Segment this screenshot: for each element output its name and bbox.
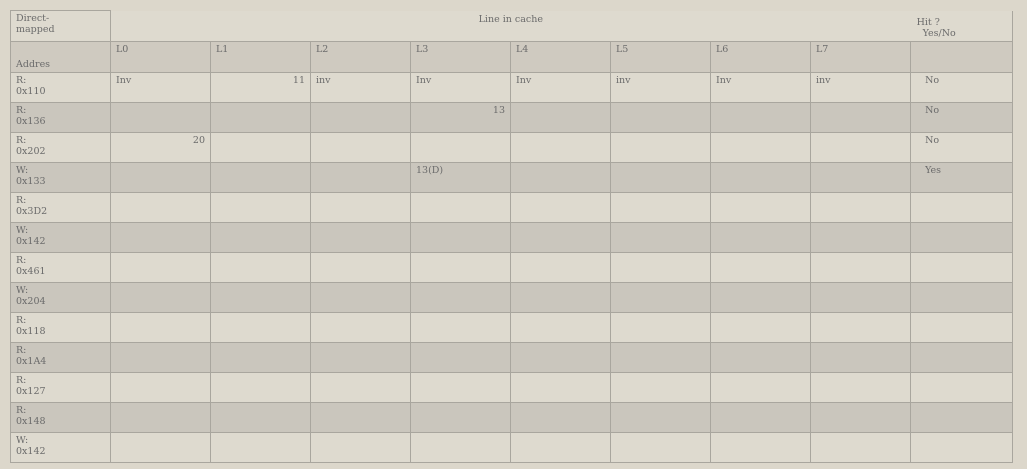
cache-line-cell-L0[interactable] [111, 282, 211, 312]
cache-line-cell-L7[interactable] [811, 342, 911, 372]
access-address-cell [11, 312, 111, 342]
access-op: W: [16, 284, 29, 296]
cache-line-value: 20 [192, 134, 205, 146]
cache-line-cell-L4[interactable] [511, 252, 611, 282]
cache-line-cell-L7[interactable] [811, 132, 911, 162]
col-header-L1: L1 [211, 41, 311, 72]
line-in-cache-label: Line in cache [478, 13, 543, 25]
hit-cell[interactable] [911, 432, 1013, 462]
access-op: W: [16, 164, 29, 176]
cache-line-cell-L4[interactable] [511, 432, 611, 462]
cache-line-cell-L5[interactable] [611, 102, 711, 132]
access-address: 0x133 [16, 175, 46, 187]
cache-line-cell-L2[interactable] [311, 282, 411, 312]
access-address-cell [11, 282, 111, 312]
cache-line-cell-L2[interactable] [311, 132, 411, 162]
hit-value: No [925, 74, 940, 86]
cache-line-cell-L0[interactable] [111, 222, 211, 252]
cache-line-cell-L7[interactable] [811, 312, 911, 342]
cache-line-cell-L2[interactable] [311, 342, 411, 372]
address-header [11, 41, 111, 72]
cache-line-cell-L2[interactable] [311, 372, 411, 402]
cache-line-cell-L3[interactable] [411, 252, 511, 282]
cache-line-cell-L6[interactable] [711, 372, 811, 402]
cache-line-cell-L0[interactable] [111, 132, 211, 162]
cache-line-value: inv [316, 74, 331, 86]
table-row [11, 432, 1013, 462]
cache-line-cell-L6[interactable] [711, 252, 811, 282]
access-address-cell [11, 252, 111, 282]
hit-cell[interactable] [911, 312, 1013, 342]
access-address: 0x136 [16, 115, 46, 127]
cache-line-cell-L3[interactable] [411, 312, 511, 342]
cache-line-cell-L3[interactable] [411, 102, 511, 132]
cache-line-cell-L3[interactable] [411, 72, 511, 102]
cache-line-cell-L6[interactable] [711, 72, 811, 102]
access-address-cell [11, 162, 111, 192]
access-address: 0x127 [16, 385, 46, 397]
cache-line-cell-L4[interactable] [511, 402, 611, 432]
cache-line-cell-L2[interactable] [311, 222, 411, 252]
cache-line-cell-L2[interactable] [311, 402, 411, 432]
hit-cell[interactable] [911, 282, 1013, 312]
cache-line-cell-L0[interactable] [111, 372, 211, 402]
cache-line-cell-L4[interactable] [511, 222, 611, 252]
cache-line-cell-L1[interactable] [211, 72, 311, 102]
cache-line-cell-L6[interactable] [711, 102, 811, 132]
access-address: 0x142 [16, 445, 46, 457]
header-row-columns [11, 41, 1013, 72]
access-address: 0x461 [16, 265, 46, 277]
cache-line-value: inv [616, 74, 631, 86]
col-header-L4: L4 [511, 41, 611, 72]
table-row [11, 342, 1013, 372]
cache-line-cell-L1[interactable] [211, 222, 311, 252]
hit-value: Yes [925, 164, 942, 176]
cache-line-cell-L7[interactable] [811, 162, 911, 192]
cache-line-cell-L4[interactable] [511, 282, 611, 312]
cache-line-cell-L7[interactable] [811, 282, 911, 312]
access-address-cell [11, 372, 111, 402]
cache-line-cell-L3[interactable] [411, 372, 511, 402]
cache-line-cell-L0[interactable] [111, 192, 211, 222]
access-address-cell [11, 402, 111, 432]
hit-cell[interactable] [911, 372, 1013, 402]
cache-line-cell-L3[interactable] [411, 132, 511, 162]
cache-line-value: Inv [716, 74, 732, 86]
hit-cell[interactable] [911, 72, 1013, 102]
cache-line-cell-L5[interactable] [611, 372, 711, 402]
cache-line-cell-L6[interactable] [711, 222, 811, 252]
cache-line-cell-L1[interactable] [211, 372, 311, 402]
hit-cell[interactable] [911, 162, 1013, 192]
cache-worksheet [10, 10, 1012, 461]
cache-line-cell-L5[interactable] [611, 162, 711, 192]
cache-line-cell-L0[interactable] [111, 252, 211, 282]
cache-line-cell-L1[interactable] [211, 432, 311, 462]
access-address-cell [11, 192, 111, 222]
hit-cell[interactable] [911, 402, 1013, 432]
cache-line-cell-L5[interactable] [611, 402, 711, 432]
cache-line-cell-L7[interactable] [811, 252, 911, 282]
cache-line-cell-L7[interactable] [811, 222, 911, 252]
cache-line-cell-L5[interactable] [611, 342, 711, 372]
hit-cell[interactable] [911, 132, 1013, 162]
access-address: 0x1A4 [16, 355, 47, 367]
table-row [11, 312, 1013, 342]
hit-cell[interactable] [911, 342, 1013, 372]
cache-line-cell-L4[interactable] [511, 162, 611, 192]
cache-line-cell-L3[interactable] [411, 222, 511, 252]
cache-line-cell-L2[interactable] [311, 162, 411, 192]
access-address: 0x142 [16, 235, 46, 247]
table-row [11, 132, 1013, 162]
cache-line-cell-L4[interactable] [511, 72, 611, 102]
cache-line-cell-L3[interactable] [411, 192, 511, 222]
access-address: 0x202 [16, 145, 46, 157]
col-header-L3: L3 [411, 41, 511, 72]
cache-line-cell-L1[interactable] [211, 402, 311, 432]
cache-line-cell-L7[interactable] [811, 72, 911, 102]
cache-line-cell-L4[interactable] [511, 372, 611, 402]
cache-line-cell-L7[interactable] [811, 102, 911, 132]
cache-line-cell-L4[interactable] [511, 102, 611, 132]
access-address-cell [11, 102, 111, 132]
access-op: R: [16, 254, 27, 266]
cache-line-cell-L1[interactable] [211, 192, 311, 222]
access-address-cell [11, 72, 111, 102]
access-op: W: [16, 434, 29, 446]
cache-line-cell-L5[interactable] [611, 432, 711, 462]
cache-line-cell-L4[interactable] [511, 342, 611, 372]
mapping-type-header [11, 11, 111, 42]
cache-line-cell-L5[interactable] [611, 252, 711, 282]
table-row [11, 102, 1013, 132]
cache-line-cell-L7[interactable] [811, 372, 911, 402]
access-op: R: [16, 344, 27, 356]
access-address-cell [11, 432, 111, 462]
cache-line-cell-L4[interactable] [511, 132, 611, 162]
cache-line-cell-L6[interactable] [711, 162, 811, 192]
cache-line-cell-L1[interactable] [211, 312, 311, 342]
cache-line-cell-L2[interactable] [311, 102, 411, 132]
col-header-L6: L6 [711, 41, 811, 72]
cache-line-cell-L0[interactable] [111, 402, 211, 432]
cache-line-cell-L0[interactable] [111, 162, 211, 192]
access-address-cell [11, 222, 111, 252]
cache-line-cell-L1[interactable] [211, 342, 311, 372]
cache-line-cell-L3[interactable] [411, 282, 511, 312]
cache-line-cell-L1[interactable] [211, 282, 311, 312]
cache-line-cell-L7[interactable] [811, 402, 911, 432]
cache-line-cell-L6[interactable] [711, 432, 811, 462]
table-row [11, 192, 1013, 222]
table-row [11, 162, 1013, 192]
mapping-type-line1: Direct- [16, 13, 50, 24]
address-label: Addres [16, 58, 51, 70]
col-header-L2: L2 [311, 41, 411, 72]
cache-line-cell-L5[interactable] [611, 72, 711, 102]
access-address: 0x148 [16, 415, 46, 427]
table-row [11, 402, 1013, 432]
cache-line-value: Inv [516, 74, 532, 86]
cache-line-cell-L1[interactable] [211, 252, 311, 282]
cache-table [10, 10, 1013, 463]
cache-line-value: Inv [416, 74, 432, 86]
header-row-top [11, 11, 1013, 42]
hit-cell[interactable] [911, 222, 1013, 252]
mapping-type-line2: mapped [16, 24, 55, 35]
cache-line-cell-L6[interactable] [711, 282, 811, 312]
cache-line-cell-L0[interactable] [111, 72, 211, 102]
table-row [11, 252, 1013, 282]
col-header-L5: L5 [611, 41, 711, 72]
col-header-L7: L7 [811, 41, 911, 72]
access-op: R: [16, 314, 27, 326]
access-op: R: [16, 74, 27, 86]
access-op: R: [16, 104, 27, 116]
hit-label-line1: Hit ? [916, 16, 940, 28]
cache-line-cell-L3[interactable] [411, 162, 511, 192]
line-in-cache-header [111, 11, 911, 42]
col-header-hit [911, 41, 1013, 72]
cache-line-value: inv [816, 74, 831, 86]
access-op: R: [16, 194, 27, 206]
cache-line-cell-L2[interactable] [311, 432, 411, 462]
hit-cell[interactable] [911, 252, 1013, 282]
cache-line-cell-L6[interactable] [711, 402, 811, 432]
cache-line-cell-L2[interactable] [311, 192, 411, 222]
table-row [11, 72, 1013, 102]
access-address-cell [11, 132, 111, 162]
col-header-L0: L0 [111, 41, 211, 72]
access-op: R: [16, 134, 27, 146]
cache-line-cell-L6[interactable] [711, 192, 811, 222]
cache-line-cell-L7[interactable] [811, 432, 911, 462]
access-op: R: [16, 404, 27, 416]
access-op: W: [16, 224, 29, 236]
cache-line-cell-L1[interactable] [211, 132, 311, 162]
table-row [11, 222, 1013, 252]
access-address-cell [11, 342, 111, 372]
cache-line-cell-L6[interactable] [711, 312, 811, 342]
hit-value: No [925, 104, 940, 116]
cache-line-cell-L3[interactable] [411, 342, 511, 372]
hit-label-line2: Yes/No [922, 27, 956, 39]
cache-line-cell-L3[interactable] [411, 432, 511, 462]
hit-header [911, 11, 1013, 42]
cache-line-value: 13(D) [416, 164, 444, 176]
cache-line-cell-L4[interactable] [511, 312, 611, 342]
access-address: 0x110 [16, 85, 46, 97]
cache-line-cell-L1[interactable] [211, 102, 311, 132]
cache-line-cell-L2[interactable] [311, 72, 411, 102]
access-address: 0x204 [16, 295, 46, 307]
access-op: R: [16, 374, 27, 386]
cache-line-cell-L0[interactable] [111, 342, 211, 372]
cache-line-cell-L5[interactable] [611, 312, 711, 342]
cache-line-cell-L5[interactable] [611, 192, 711, 222]
cache-line-cell-L2[interactable] [311, 252, 411, 282]
hit-value: No [925, 134, 940, 146]
hit-cell[interactable] [911, 102, 1013, 132]
cache-line-cell-L0[interactable] [111, 102, 211, 132]
cache-line-cell-L7[interactable] [811, 192, 911, 222]
cache-line-cell-L0[interactable] [111, 312, 211, 342]
cache-line-cell-L5[interactable] [611, 132, 711, 162]
cache-line-cell-L6[interactable] [711, 342, 811, 372]
cache-line-cell-L0[interactable] [111, 432, 211, 462]
cache-line-cell-L3[interactable] [411, 402, 511, 432]
table-row [11, 372, 1013, 402]
cache-line-cell-L4[interactable] [511, 192, 611, 222]
table-row [11, 282, 1013, 312]
cache-line-value: 11 [292, 74, 305, 86]
cache-line-cell-L6[interactable] [711, 132, 811, 162]
cache-line-value: Inv [116, 74, 132, 86]
hit-cell[interactable] [911, 192, 1013, 222]
cache-line-cell-L2[interactable] [311, 312, 411, 342]
access-address: 0x118 [16, 325, 46, 337]
cache-line-value: 13 [492, 104, 505, 116]
cache-line-cell-L5[interactable] [611, 222, 711, 252]
access-address: 0x3D2 [16, 205, 48, 217]
cache-line-cell-L5[interactable] [611, 282, 711, 312]
cache-line-cell-L1[interactable] [211, 162, 311, 192]
